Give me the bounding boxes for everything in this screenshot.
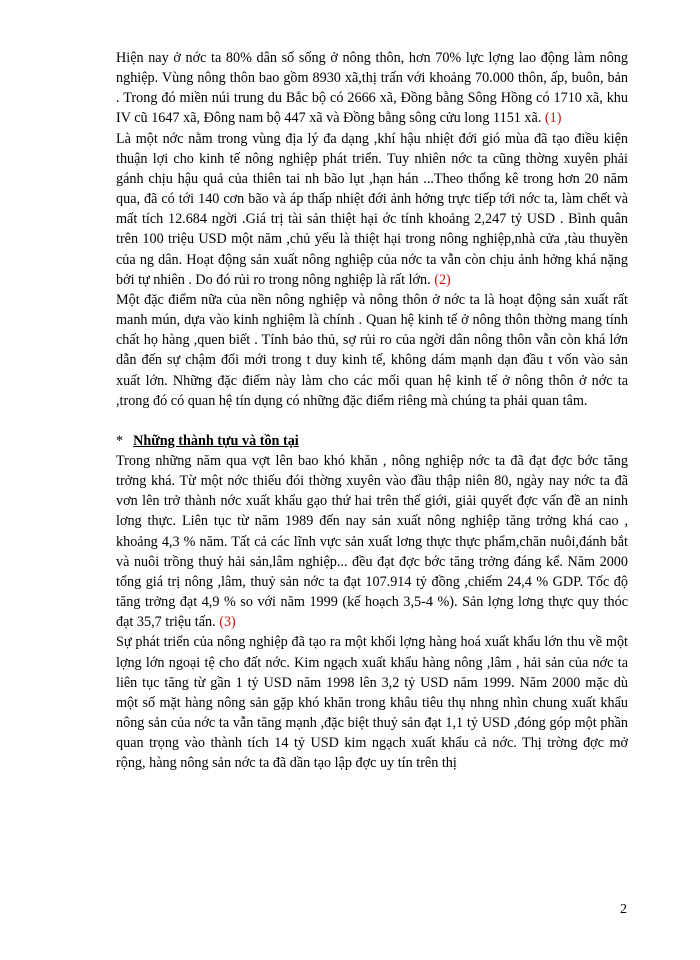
paragraph-text: Hiện nay ở nớc ta 80% dân số sống ở nông thôn, hơn 70% lực lợng lao động làm nông nghiệp. Vùng nông thôn bao gồm 8930 xã,thị trấn với khoảng 70.000 thôn, ấp, buôn, bản . Trong đó miền núi trung du Bắc bộ có 2666 xã, Đồng bằng Sông Hồng có 1710 xã, khu IV cũ 1647 xã, Đông nam bộ 447 xã và Đồng bằng sông cửu long 1151 xã.: [116, 50, 628, 127]
citation-reference: (1): [544, 110, 562, 127]
paragraph-rural-population: [116, 48, 628, 129]
paragraph-exports: [116, 632, 628, 773]
section-heading: [116, 431, 628, 451]
paragraph-natural-disasters: [116, 129, 628, 290]
paragraph-text: Sự phát triển của nông nghiệp đã tạo ra một khối lợng hàng hoá xuất khẩu lớn thu về một lợng lớn ngoại tệ cho đất nớc. Kim ngạch xuất khẩu hàng nông ,lâm , hải sản của nớc ta liên tục tăng từ gần 1 tỷ USD năm 1998 lên 3,2 tỷ USD năm 1999. Năm 2000 mặc dù một số mặt hàng nông sản gặp khó khăn trong khâu tiêu thụ nhng nhìn chung xuất khẩu nông sản của nớc ta vẫn tăng mạnh ,đặc biệt thuỷ sản đạt 1,1 tỷ USD ,đóng góp một phần quan trọng vào thành tích 14 tỷ USD kim ngạch xuất khẩu cả nớc. Thị trờng đợc mở rộng, hàng nông sản nớc ta đã dần tạo lập đợc uy tín trên thị: [116, 634, 628, 772]
citation-reference: (3): [219, 614, 236, 631]
bullet-star-icon: *: [116, 432, 124, 449]
document-page: [116, 48, 628, 773]
paragraph-achievements: [116, 451, 628, 632]
section-heading-text: Những thành tựu và tồn tại: [133, 432, 299, 449]
citation-reference: (2): [434, 271, 451, 288]
paragraph-text: Trong những năm qua vợt lên bao khó khăn , nông nghiệp nớc ta đã đạt đợc bớc tăng trởng khá. Từ một nớc thiếu đói thờng xuyên vào đầu thập niên 80, ngày nay nớc ta đã vơn lên trở thành nớc xuất khẩu gạo thứ hai trên thế giới, giải quyết đợc vấn đề an ninh lơng thực. Liên tục từ năm 1989 đến nay sản xuất nông nghiệp tăng trởng khá cao , khoảng 4,3 % năm. Tất cả các lĩnh vực sản xuất lơng thực thực phẩm,chăn nuôi,đánh bắt và nuôi trồng thuỷ hải sản,lâm nghiệp... đều đạt đợc bớc tăng trởng đáng kể. Năm 2000 tổng giá trị nông ,lâm, thuỷ sản nớc ta đạt 107.914 tỷ đồng ,chiếm 24,4 % GDP. Tốc độ tăng trởng đạt 4,9 % so với năm 1999 (kế hoạch 3,5-4 %). Sản lợng lơng thực quy thóc đạt 35,7 triệu tấn.: [116, 452, 628, 631]
paragraph-text: Là một nớc nằm trong vùng địa lý đa dạng ,khí hậu nhiệt đới gió mùa đã tạo điều kiện thuận lợi cho kinh tế nông nghiệp phát triển. Tuy nhiên nớc ta cũng thờng xuyên phải gánh chịu hậu quả của thiên tai nh bão lụt ,hạn hán ...Theo thống kê trong hơn 20 năm qua, đã có tới 140 cơn bão và áp thấp nhiệt đới ảnh hởng trực tiếp tới nớc ta, làm chết và mất tích 12.684 ngời .Giá trị tài sản thiệt hại ớc tính khoảng 2,247 tỷ USD . Bình quân trên 100 triệu USD một năm ,chủ yếu là thiệt hại trong nông nghiệp,nhà cửa ,tàu thuyền của ng dân. Hoạt động sản xuất nông nghiệp của nớc ta vẫn còn chịu ảnh hởng khá nặng bởi tự nhiên . Do đó rủi ro trong nông nghiệp là rất lớn.: [116, 130, 628, 288]
paragraph-rural-characteristics: [116, 290, 628, 411]
page-number: 2: [620, 902, 627, 917]
paragraph-text: Một đặc điểm nữa của nền nông nghiệp và nông thôn ở nớc ta là hoạt động sản xuất rất manh mún, dựa vào kinh nghiệm là chính . Quan hệ kinh tế ở nông thôn thờng mang tính chất họ hàng ,quen biết . Tính bảo thủ, sợ rủi ro của ngời dân nông thôn vẫn còn khá lớn dẫn đến sự chậm đổi mới trong t duy kinh tế, không dám mạnh dạn đầu t vốn vào sản xuất lớn. Những đặc điểm này làm cho các mối quan hệ kinh tế ở nông thôn ở nớc ta ,trong đó có quan hệ tín dụng có những đặc điểm riêng mà chúng ta phải quan tâm.: [116, 291, 628, 409]
